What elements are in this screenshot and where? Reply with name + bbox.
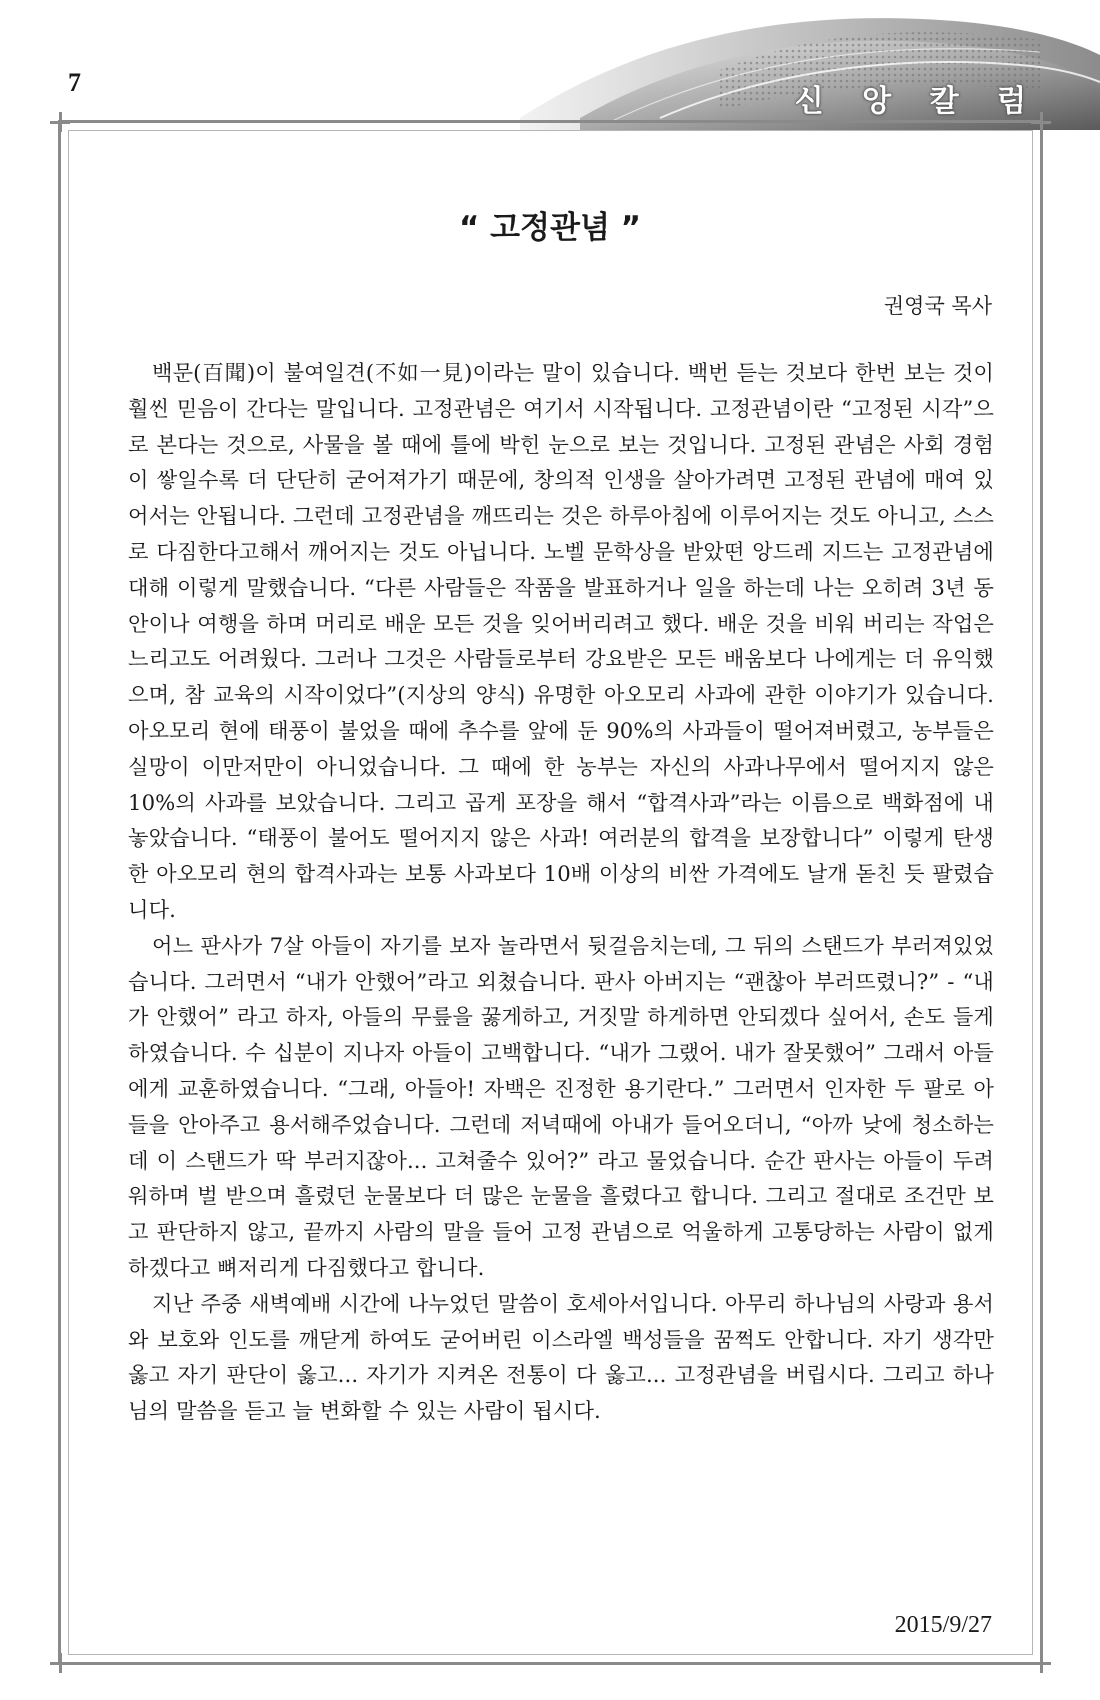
paragraph: 지난 주중 새벽예배 시간에 나누었던 말씀이 호세아서입니다. 아무리 하나님의 사랑과 용서와 보호와 인도를 깨닫게 하여도 굳어버린 이스라엘 백성들을 꿈쩍도 안합니다. 자기 생각만 옳고 자기 판단이 옳고... 자기가 지켜온 전통이 다 옳고... 고정관념을 버립시다. 그리고 하나님의 말씀을 듣고 늘 변화할 수 있는 사람이 됩시다. [128, 1290, 994, 1424]
page-number: 7 [68, 68, 81, 97]
frame-corner-bottom-left [50, 1653, 70, 1673]
paragraph: 어느 판사가 7살 아들이 자기를 보자 놀라면서 뒷걸음치는데, 그 뒤의 스탠드가 부러져있었습니다. 그러면서 “내가 안했어”라고 외쳤습니다. 판사 아버지는 “괜찮아 부러뜨렸니?” - “내가 안했어” 라고 하자, 아들의 무릎을 꿇게하고, 거짓말 하게하면 안되겠다 싶어서, 손도 들게 하였습니다. 수 십분이 지나자 아들이 고백합니다. “내가 그랬어. 내가 잘못했어” 그래서 아들에게 교훈하였습니다. “그래, 아들아! 자백은 진정한 용기란다.” 그러면서 인자한 두 팔로 아들을 안아주고 용서해주었습니다. 그런데 저녁때에 아내가 들어오더니, “아까 낮에 청소하는데 이 스탠드가 딱 부러지잖아... 고쳐줄수 있어?” 라고 물었습니다. 순간 판사는 아들이 두려워하며 벌 받으며 흘렸던 눈물보다 더 많은 눈물을 흘렸다고 합니다. 그리고 절대로 조건만 보고 판단하지 않고, 끝까지 사람의 말을 들어 고정 관념으로 억울하게 고통당하는 사람이 없게 하겠다고 뼈저리게 다짐했다고 합니다. [128, 932, 994, 1280]
article-author: 권영국 목사 [883, 294, 992, 318]
article-date: 2015/9/27 [894, 1612, 992, 1638]
section-title: 신 앙 칼 럼 [794, 84, 1040, 119]
article-title: “ 고정관념 ” [458, 210, 642, 246]
frame-corner-top-right [1031, 112, 1051, 132]
frame-corner-top-left [50, 112, 70, 132]
frame-corner-bottom-right [1031, 1653, 1051, 1673]
article-body [128, 355, 994, 1429]
paragraph: 백문(百聞)이 불여일견(不如一見)이라는 말이 있습니다. 백번 듣는 것보다 한번 보는 것이 훨씬 믿음이 간다는 말입니다. 고정관념은 여기서 시작됩니다. 고정관념이란 “고정된 시각”으로 본다는 것으로, 사물을 볼 때에 틀에 박힌 눈으로 보는 것입니다. 고정된 관념은 사회 경험이 쌓일수록 더 단단히 굳어져가기 때문에, 창의적 인생을 살아가려면 고정된 관념에 매여 있어서는 안됩니다. 그런데 고정관념을 깨뜨리는 것은 하루아침에 이루어지는 것도 아니고, 스스로 다짐한다고해서 깨어지는 것도 아닙니다. 노벨 문학상을 받았떤 앙드레 지드는 고정관념에 대해 이렇게 말했습니다. “다른 사람들은 작품을 발표하거나 일을 하는데 나는 오히려 3년 동안이나 여행을 하며 머리로 배운 모든 것을 잊어버리려고 했다. 배운 것을 비워 버리는 작업은 느리고도 어려웠다. 그러나 그것은 사람들로부터 강요받은 모든 배움보다 나에게는 더 유익했으며, 참 교육의 시작이었다”(지상의 양식) 유명한 아오모리 사과에 관한 이야기가 있습니다. 아오모리 현에 태풍이 불었을 때에 추수를 앞에 둔 90%의 사과들이 떨어져버렸고, 농부들은 실망이 이만저만이 아니었습니다. 그 때에 한 농부는 자신의 사과나무에서 떨어지지 않은 10%의 사과를 보았습니다. 그리고 곱게 포장을 해서 “합격사과”라는 이름으로 백화점에 내 놓았습니다. “태풍이 불어도 떨어지지 않은 사과! 여러분의 합격을 보장합니다” 이렇게 탄생한 아오모리 현의 합격사과는 보통 사과보다 10배 이상의 비싼 가격에도 날개 돋친 듯 팔렸습니다. [128, 360, 994, 922]
